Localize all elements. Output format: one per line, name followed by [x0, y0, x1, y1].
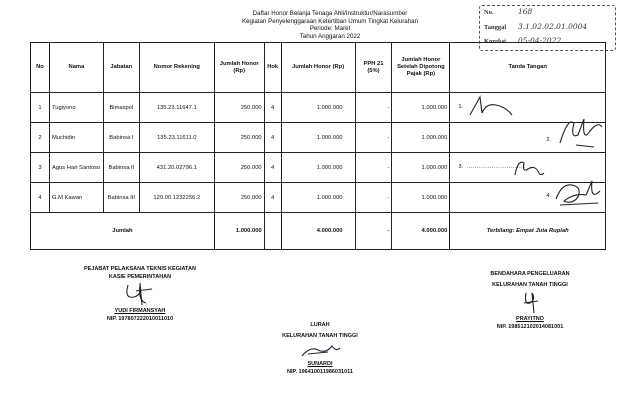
header-nama: Nama	[49, 43, 103, 93]
center-title-1: LURAH	[310, 322, 330, 328]
stamp-tanggal-label: Tanggal	[484, 24, 507, 31]
left-title-1: PEJABAT PELAKSANA TEKNIS KEGIATAN	[84, 266, 196, 272]
signature-mark	[512, 155, 546, 181]
center-name: SUNARDI	[307, 361, 333, 367]
right-title-1: BENDAHARA PENGELUARAN	[490, 271, 570, 277]
cell-jumlah: 1.000.000	[281, 183, 355, 213]
header-rekening: Nomor Rekening	[139, 43, 214, 93]
cell-pph: -	[355, 123, 392, 153]
signature-mark	[554, 113, 606, 153]
cell-jumlah: 1.000.000	[281, 153, 355, 183]
left-title-2: KASIE PEMERINTAHAN	[108, 274, 172, 280]
signature-number: 1.	[458, 104, 464, 110]
cell-netto: 1.000.000	[392, 93, 450, 123]
cell-honor: 250.000	[214, 153, 264, 183]
cell-no: 1	[31, 93, 50, 123]
cell-honor: 250.000	[214, 93, 264, 123]
cell-hok: 4	[264, 153, 281, 183]
stamp-koreksi-label: Koreksi	[484, 38, 506, 45]
left-name: YUDI FIRMANSYAH	[114, 308, 166, 314]
signature-number: 3.	[458, 164, 464, 170]
total-netto: 4.000.000	[392, 213, 450, 250]
cell-jabatan: Babinsa II	[103, 153, 139, 183]
stamp-tanggal-value: 3.1.02.02.01.0004	[518, 22, 588, 31]
signature-block-right	[450, 270, 610, 331]
signature-cell	[450, 123, 606, 153]
center-signature-mark	[298, 340, 342, 360]
cell-pph: -	[355, 93, 392, 123]
cell-hok: 4	[264, 93, 281, 123]
document-title	[200, 10, 460, 40]
stamp-koreksi-value: 05-04-2022	[518, 36, 562, 45]
cell-jabatan: Babinsa I	[103, 123, 139, 153]
total-jumlah: 4.000.000	[281, 213, 355, 250]
cell-pph: -	[355, 153, 392, 183]
table-header-row	[31, 43, 606, 93]
table-row	[31, 123, 606, 153]
cell-jabatan: Bimaspol	[103, 93, 139, 123]
cell-netto: 1.000.000	[392, 123, 450, 153]
cell-jumlah: 1.000.000	[281, 93, 355, 123]
cell-nama: Agus Hari Santoso	[49, 153, 103, 183]
total-honor: 1.000.000	[214, 213, 264, 250]
right-signature-mark	[518, 289, 542, 315]
signature-mark	[466, 93, 516, 121]
signature-dotted-line: ............................	[466, 164, 526, 170]
cell-hok: 4	[264, 183, 281, 213]
cell-no: 4	[31, 183, 50, 213]
cell-rekening: 135.23.11611.0	[139, 123, 214, 153]
header-tanda-tangan: Tanda Tangan	[450, 43, 606, 93]
cell-nama: Tugiyono	[49, 93, 103, 123]
cell-netto: 1.000.000	[392, 183, 450, 213]
cell-honor: 250.000	[214, 123, 264, 153]
header-jumlah-honor: Jumlah Honor (Rp)	[214, 43, 264, 93]
signature-number: 4.	[546, 193, 552, 199]
cell-nama: Muchidin	[49, 123, 103, 153]
header-no: No	[31, 43, 50, 93]
center-nip: NIP. 196410011986031011	[287, 369, 353, 375]
title-line-3: Periode: Maret	[309, 25, 351, 33]
title-line-1: Daftar Honor Belanja Tenaga Ahli/Instruktur/Narasumber	[252, 10, 408, 17]
honor-table	[30, 42, 606, 250]
cell-rekening: 135.23.11647.1	[139, 93, 214, 123]
cell-hok: 4	[264, 123, 281, 153]
left-signature-mark	[120, 281, 160, 307]
signature-number: 2.	[546, 137, 552, 143]
cell-no: 2	[31, 123, 50, 153]
total-hok	[264, 213, 281, 250]
cell-jumlah: 1.000.000	[281, 123, 355, 153]
total-pph: -	[355, 213, 392, 250]
stamp-no-value: 168	[518, 7, 533, 16]
cell-pph: -	[355, 183, 392, 213]
title-line-4: Tahun Anggaran 2022	[299, 32, 361, 40]
header-pph: PPH 21 (5%)	[355, 43, 392, 93]
left-nip: NIP. 197807222010011010	[106, 316, 174, 322]
table-row	[31, 93, 606, 123]
header-jabatan: Jabatan	[103, 43, 139, 93]
right-nip: NIP. 198512102014081001	[496, 324, 564, 330]
center-title-2: KELURAHAN TANAH TINGGI	[282, 333, 358, 339]
cell-rekening: 431.20.02796.1	[139, 153, 214, 183]
total-label: Jumlah	[31, 213, 215, 250]
header-setelah-pajak: Jumlah Honor Setelah Dipotong Pajak (Rp)	[392, 43, 450, 93]
cell-rekening: 129.00.1232256.2	[139, 183, 214, 213]
total-row	[31, 213, 606, 250]
signature-cell	[450, 183, 606, 213]
signature-block-left	[60, 265, 220, 323]
cell-nama: G.M Kawan	[49, 183, 103, 213]
signature-mark	[552, 175, 604, 215]
cell-jabatan: Babinsa III	[103, 183, 139, 213]
right-title-2: KELURAHAN TANAH TINGGI	[492, 282, 568, 288]
cell-netto: 1.000.000	[392, 153, 450, 183]
right-name: PRAYITNO	[516, 316, 544, 322]
cell-no: 3	[31, 153, 50, 183]
signature-block-center	[240, 321, 400, 376]
header-jumlah-honor-2: Jumlah Honor (Rp)	[281, 43, 355, 93]
stamp-no-label: No.	[484, 9, 494, 16]
table-row	[31, 153, 606, 183]
title-line-2: Kegiatan Penyelenggaraan Ketertiban Umum Tingkat Kelurahan	[241, 17, 419, 25]
cell-honor: 250.000	[214, 183, 264, 213]
table-row	[31, 183, 606, 213]
total-terbilang: Terbilang: Empat Juta Rupiah	[450, 213, 606, 250]
header-hok: Hok	[264, 43, 281, 93]
